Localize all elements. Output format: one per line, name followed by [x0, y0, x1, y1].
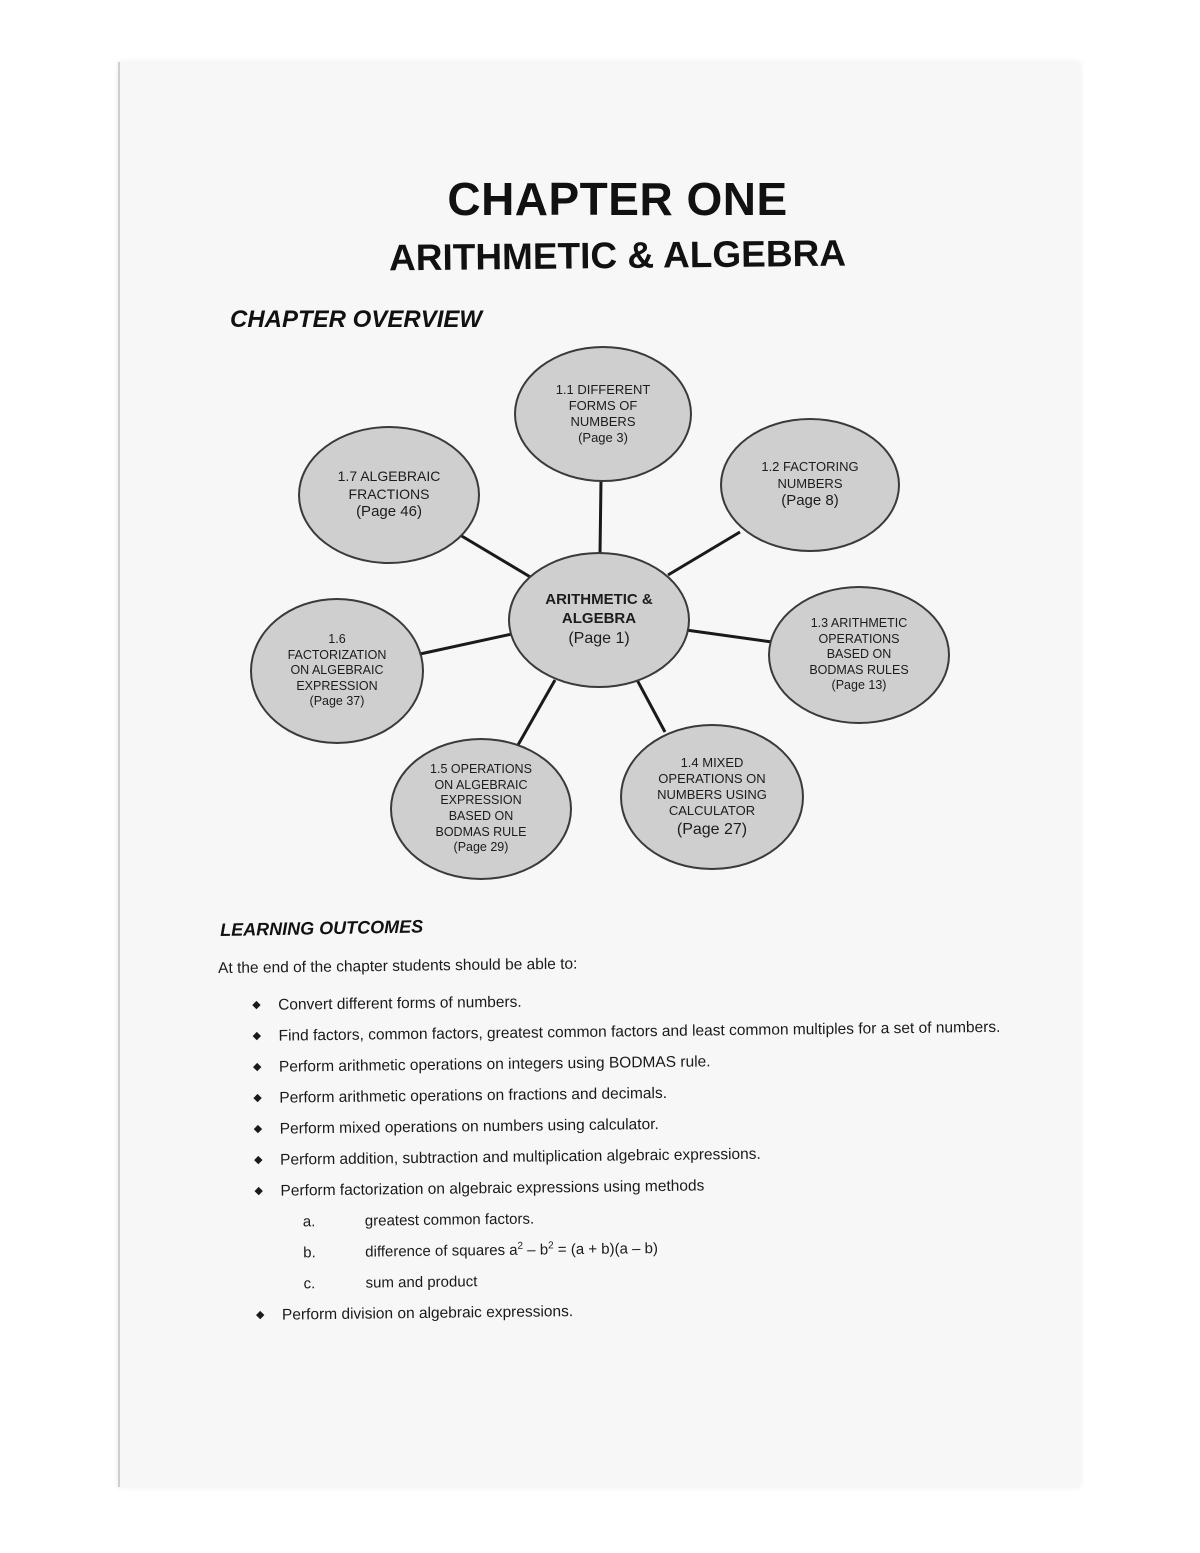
methods-list	[281, 1198, 1014, 1300]
outcomes-intro: At the end of the chapter students should be able to:	[218, 955, 578, 977]
center-node-label: ARITHMETIC & ALGEBRA	[545, 591, 653, 627]
outcome-text: Perform factorization on algebraic expressions using methods	[280, 1177, 705, 1200]
method-text: difference of squares a	[365, 1241, 518, 1261]
diagram-node-1-3	[768, 586, 950, 724]
diamond-bullet-icon: ◆	[253, 1122, 263, 1135]
diagram-node-1-6	[250, 598, 424, 744]
outcome-text: Perform addition, subtraction and multiplication algebraic expressions.	[279, 1145, 761, 1169]
outcome-text: Perform arithmetic operations on integers using BODMAS rule.	[278, 1053, 711, 1076]
diagram-node-1-1	[514, 346, 692, 482]
diamond-bullet-icon: ◆	[255, 1308, 265, 1321]
diamond-bullet-icon: ◆	[252, 1029, 262, 1042]
diamond-bullet-icon: ◆	[252, 1060, 262, 1073]
outcome-text: Find factors, common factors, greatest common factors and least common multiples for a set of numbers.	[278, 1018, 1001, 1045]
node-label: 1.6 FACTORIZATION ON ALGEBRAIC EXPRESSION	[287, 631, 387, 693]
exponent: 2	[548, 1240, 554, 1252]
chapter-subtitle: ARITHMETIC & ALGEBRA	[388, 232, 847, 279]
diamond-bullet-icon: ◆	[254, 1184, 263, 1197]
overview-heading: CHAPTER OVERVIEW	[230, 306, 483, 333]
diagram-node-1-5	[390, 738, 572, 880]
exponent: 2	[517, 1240, 524, 1252]
diamond-bullet-icon: ◆	[254, 1153, 263, 1166]
node-page: (Page 3)	[578, 430, 628, 446]
node-page: (Page 27)	[676, 820, 748, 838]
method-text: greatest common factors.	[364, 1210, 535, 1230]
diagram-node-1-2	[720, 418, 900, 552]
diamond-bullet-icon: ◆	[253, 1091, 262, 1104]
center-node-page: (Page 1)	[568, 629, 630, 647]
node-label: 1.2 FACTORING NUMBERS	[761, 459, 859, 491]
node-label: 1.7 ALGEBRAIC FRACTIONS	[337, 468, 441, 502]
outcome-text: Convert different forms of numbers.	[278, 993, 522, 1014]
method-marker: c.	[303, 1275, 316, 1293]
node-page: (Page 29)	[453, 840, 509, 855]
outcome-text: Perform arithmetic operations on fractions and decimals.	[279, 1084, 668, 1107]
diamond-bullet-icon: ◆	[252, 998, 261, 1011]
node-label: 1.1 DIFFERENT FORMS OF NUMBERS	[555, 381, 651, 429]
method-text: sum and product	[365, 1273, 478, 1292]
list-item	[252, 1167, 1013, 1300]
node-label: 1.4 MIXED OPERATIONS ON NUMBERS USING CALCULATOR	[657, 754, 767, 819]
learning-outcomes-heading: LEARNING OUTCOMES	[220, 916, 424, 940]
outcome-text: Perform mixed operations on numbers using calculator.	[279, 1116, 659, 1138]
node-page: (Page 37)	[309, 694, 365, 709]
node-label: 1.5 OPERATIONS ON ALGEBRAIC EXPRESSION BASED ON BODMAS RULE	[430, 762, 532, 839]
method-text-mid: – b	[522, 1241, 549, 1259]
chapter-title: CHAPTER ONE	[447, 173, 788, 225]
node-page: (Page 8)	[781, 491, 839, 509]
diagram-center-node	[508, 552, 690, 688]
outcome-text: Perform division on algebraic expressions.	[281, 1303, 574, 1324]
method-marker: a.	[302, 1213, 316, 1231]
diagram-node-1-4	[620, 724, 804, 870]
diagram-node-1-7	[298, 426, 480, 564]
node-page: (Page 13)	[831, 678, 887, 693]
outcomes-list	[250, 981, 1014, 1331]
node-label: 1.3 ARITHMETIC OPERATIONS BASED ON BODMAS RULES	[809, 615, 909, 677]
method-marker: b.	[303, 1244, 316, 1262]
node-page: (Page 46)	[356, 503, 422, 521]
method-text-tail: = (a + b)(a – b)	[553, 1240, 658, 1259]
